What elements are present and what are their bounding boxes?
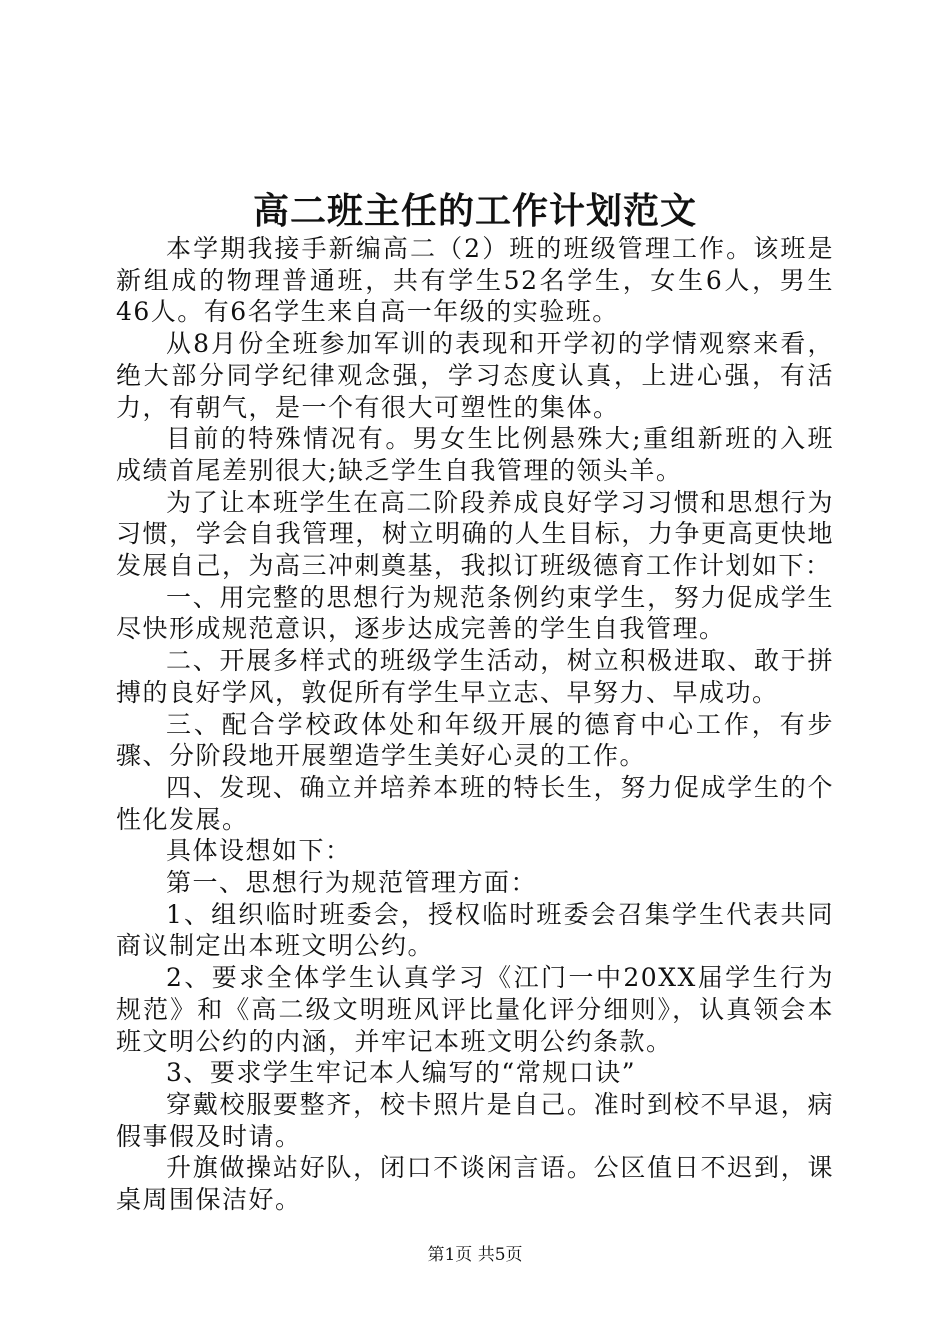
- paragraph: 三、配合学校政体处和年级开展的德育中心工作，有步骤、分阶段地开展塑造学生美好心灵的工作。: [116, 709, 834, 771]
- paragraph: 从8月份全班参加军训的表现和开学初的学情观察来看，绝大部分同学纪律观念强，学习态度认真，上进心强，有活力，有朝气，是一个有很大可塑性的集体。: [116, 329, 834, 422]
- paragraph: 目前的特殊情况有。男女生比例悬殊大;重组新班的入班成绩首尾差别很大;缺乏学生自我管理的领头羊。: [116, 424, 834, 485]
- paragraph: 3、要求学生牢记本人编写的“常规口诀”: [166, 1058, 636, 1088]
- paragraph: 穿戴校服要整齐，校卡照片是自己。准时到校不早退，病假事假及时请。: [116, 1089, 834, 1151]
- paragraph: 具体设想如下：: [166, 836, 352, 866]
- document-title: 高二班主任的工作计划范文: [252, 190, 697, 232]
- paragraph: 为了让本班学生在高二阶段养成良好学习习惯和思想行为习惯，学会自我管理，树立明确的人生目标，力争更高更快地发展自己，为高三冲刺奠基，我拟订班级德育工作计划如下：: [116, 487, 834, 581]
- page-number-footer: 第1页 共5页: [427, 1245, 523, 1265]
- paragraph: 二、开展多样式的班级学生活动，树立积极进取、敢于拼搏的良好学风，敦促所有学生早立志、早努力、早成功。: [116, 646, 834, 707]
- paragraph: 第一、思想行为规范管理方面：: [166, 868, 538, 898]
- document-body: [116, 233, 834, 1216]
- paragraph: 升旗做操站好队，闭口不谈闲言语。公区值日不迟到，课桌周围保洁好。: [116, 1153, 834, 1215]
- paragraph: 1、组织临时班委会，授权临时班委会召集学生代表共同商议制定出本班文明公约。: [116, 899, 834, 961]
- paragraph: 2、要求全体学生认真学习《江门一中20XX届学生行为规范》和《高二级文明班风评比量化评分细则》，认真领会本班文明公约的内涵，并牢记本班文明公约条款。: [116, 963, 834, 1056]
- paragraph: 本学期我接手新编高二（2）班的班级管理工作。该班是新组成的物理普通班，共有学生52名学生，女生6人，男生46人。有6名学生来自高一年级的实验班。: [116, 234, 834, 327]
- paragraph: 一、用完整的思想行为规范条例约束学生，努力促成学生尽快形成规范意识，逐步达成完善的学生自我管理。: [116, 582, 834, 644]
- paragraph: 四、发现、确立并培养本班的特长生，努力促成学生的个性化发展。: [116, 772, 834, 834]
